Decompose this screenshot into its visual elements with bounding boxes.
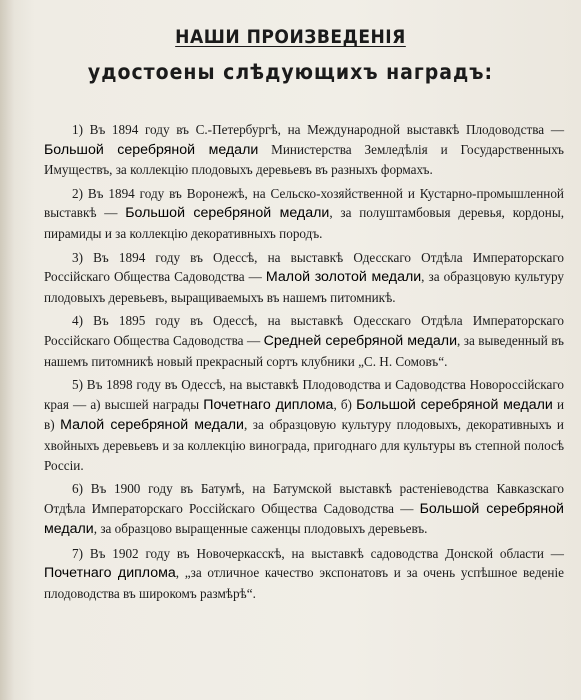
award-text: 4) Въ 1895 году въ Одессѣ, на выставкѣ Одесскаго Отдѣла Императорскаго Россійскаго Общества Садоводства —	[44, 313, 564, 348]
award-text: и в)	[44, 396, 564, 433]
award-item-2	[44, 184, 564, 244]
award-text: 1) Въ 1894 году въ С.-Петербургѣ, на Международной выставкѣ Плодоводства —	[72, 122, 564, 137]
award-name: Малой золотой медали	[265, 269, 422, 286]
award-item-4	[44, 311, 564, 371]
award-name: Средней серебряной медали	[263, 332, 458, 349]
award-text: 7) Въ 1902 году въ Новочеркасскѣ, на выставкѣ садоводства Донской области —	[72, 545, 564, 561]
award-name: Почетнаго диплома	[203, 396, 334, 413]
award-name: Большой серебряной медали	[125, 205, 330, 222]
award-text: , за образцовую культуру плодовыхъ, декоративныхъ и хвойныхъ деревьевъ и за коллекцію винограда, пригоднаго для культуры въ степной полосѣ Россіи.	[44, 417, 564, 473]
award-text: , за выведенный въ нашемъ питомникѣ новый прекрасный сортъ клубники „С. Н. Сомовъ“.	[44, 332, 565, 369]
award-name: Малой серебряной медали	[60, 417, 244, 434]
award-item-6	[44, 479, 564, 540]
award-name: Большой серебряной медали	[356, 396, 553, 413]
award-text: , за образцовую культуру плодовыхъ деревьевъ, выращиваемыхъ въ нашемъ питомникѣ.	[44, 269, 564, 305]
award-text: , за полуштамбовыя деревья, кордоны, пирамиды и за коллекцію декоративныхъ породъ.	[44, 205, 564, 241]
award-text: Министерства Земледѣлія и Государственныхъ Имуществъ, за коллекцію плодовыхъ деревьевъ въ разныхъ формахъ.	[44, 141, 565, 178]
award-item-1	[44, 120, 564, 180]
award-item-3	[44, 248, 564, 308]
award-name: Почетнаго диплома	[44, 565, 176, 582]
award-text: , за образцово выращенные саженцы плодовыхъ деревьевъ.	[93, 521, 428, 537]
award-name: Большой серебряной медали	[44, 500, 564, 538]
award-text: 5) Въ 1898 году въ Одессѣ, на выставкѣ Плодоводства и Садоводства Новороссійскаго края — а) высшей награды	[44, 377, 564, 412]
award-name: Большой серебряной медали	[44, 141, 259, 158]
award-text: 3) Въ 1894 году въ Одессѣ, на выставкѣ Одесскаго Отдѣла Императорскаго Россійскаго Общества Садоводства —	[44, 249, 564, 285]
document-heading: НАШИ ПРОИЗВЕДЕНІЯ	[175, 26, 406, 48]
document-subheading: удостоены слѣдующихъ наградъ:	[87, 60, 494, 84]
award-item-5	[44, 375, 564, 475]
award-text: 2) Въ 1894 году въ Воронежѣ, на Сельско-хозяйственной и Кустарно-промышленной выставкѣ —	[44, 185, 564, 221]
award-text: 6) Въ 1900 году въ Батумѣ, на Батумской выставкѣ растеніеводства Кавказскаго Отдѣла Императорскаго Россійскаго Общества Садоводства —	[44, 481, 564, 516]
award-item-7	[44, 544, 564, 604]
awards-list	[44, 120, 564, 608]
award-text: , б)	[333, 396, 357, 412]
page-gutter-shadow	[0, 0, 14, 700]
award-text: , „за отличное качество экспонатовъ и за очень успѣшное веденіе плодоводства въ широкомъ размѣрѣ“.	[44, 565, 564, 602]
